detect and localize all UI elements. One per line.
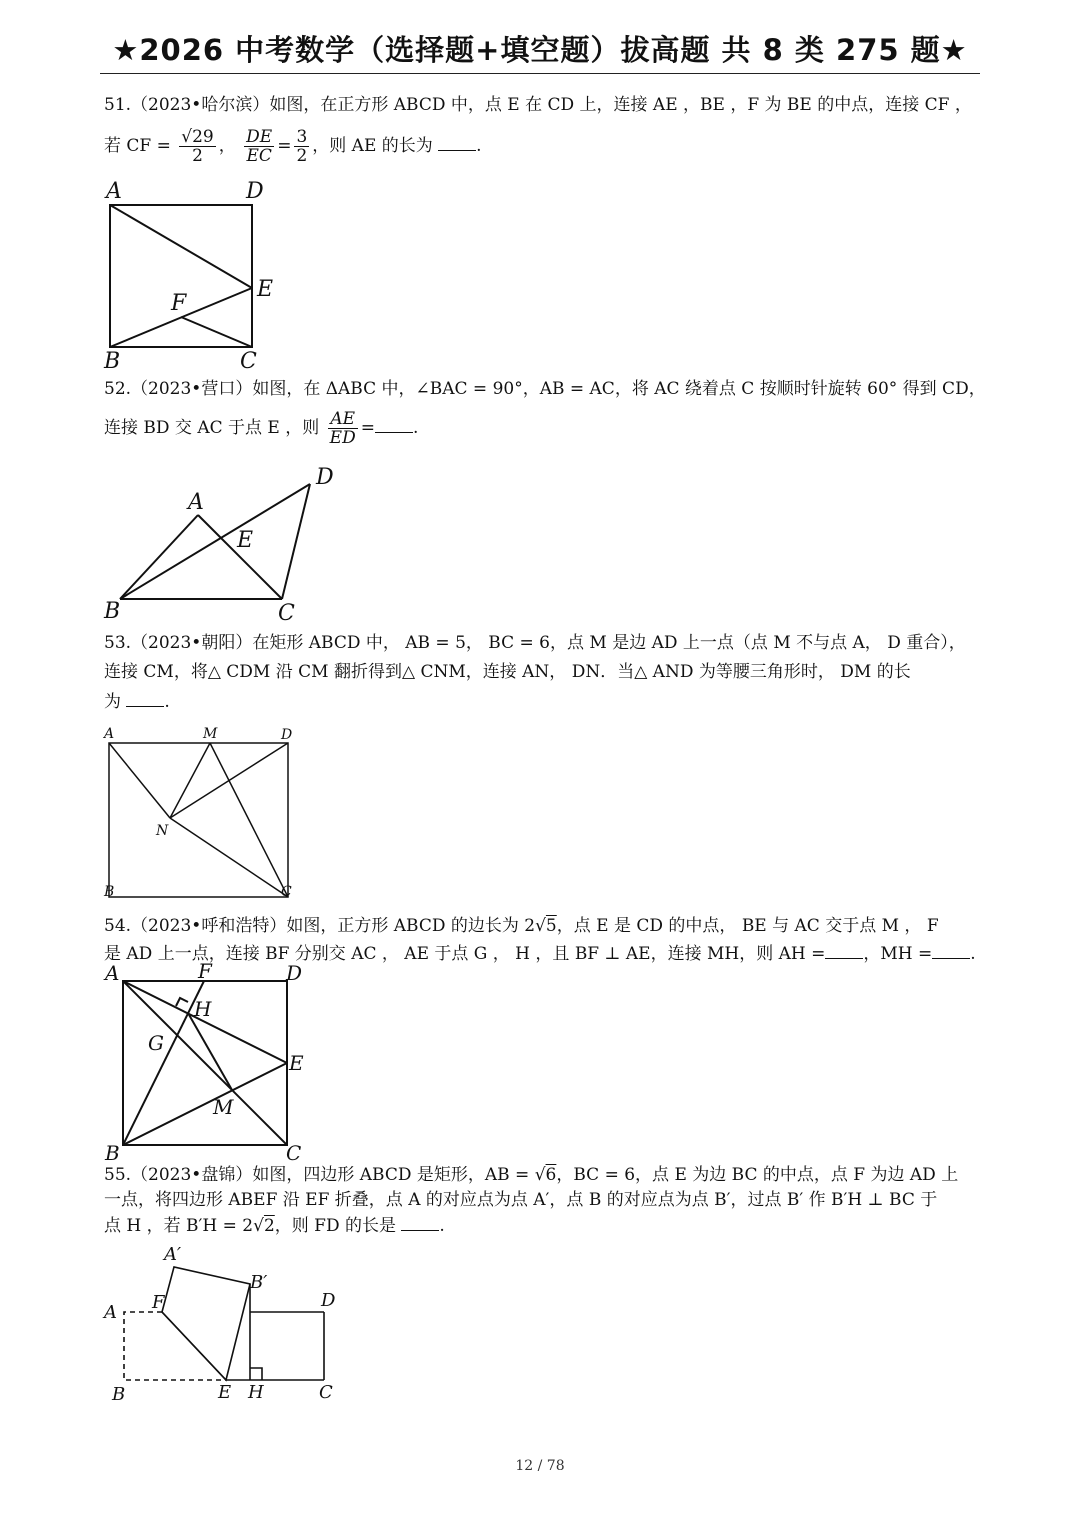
q54-line2a: 是 AD 上一点，连接 BF 分别交 AC ， AE 于点 G ， H ，且 BF ⊥ AE，连接 MH，则 AH = xyxy=(104,944,826,964)
q53-label-b: B xyxy=(104,884,115,900)
q55-line3 xyxy=(104,1214,445,1237)
q55-label-a: A xyxy=(104,1302,117,1323)
q55-radicand-2: 2 xyxy=(263,1216,275,1236)
q55-label-d: D xyxy=(321,1290,336,1311)
q51-end: . xyxy=(476,136,482,156)
q55-radicand-1: 6 xyxy=(545,1165,557,1185)
q53-end: . xyxy=(164,692,170,712)
q54-right-angle-mark xyxy=(176,998,188,1006)
q55-line2: 一点，将四边形 ABEF 沿 EF 折叠，点 A 的对应点为点 A′，点 B 的对应点为点 B′，过点 B′ 作 B′H ⊥ BC 于 xyxy=(104,1190,938,1210)
q53-label-n: N xyxy=(156,823,169,839)
q53-line3-text: 为 xyxy=(104,692,121,712)
q55-radical-symbol-2: √ xyxy=(253,1216,264,1236)
q53-line3 xyxy=(104,690,170,713)
q53-segment-mn xyxy=(170,743,210,818)
q51-label-b: B xyxy=(104,349,121,374)
q55-line3b: ，则 FD 的长是 xyxy=(274,1216,396,1236)
q51-val-den: 2 xyxy=(296,146,308,166)
q52-label-e: E xyxy=(237,528,254,553)
q54-radicand: 5 xyxy=(545,916,557,936)
q54-label-h: H xyxy=(194,997,212,1021)
q54-label-g: G xyxy=(148,1031,164,1055)
page-number: 12 / 78 xyxy=(515,1458,565,1474)
q53-label-m: M xyxy=(203,726,218,742)
q52-label-a: A xyxy=(188,490,204,515)
q54-answer-blank-ah xyxy=(825,942,863,959)
q52-segment-ba xyxy=(120,515,198,599)
q51-post: ，则 AE 的长为 xyxy=(312,136,433,156)
q55-line1b: ，BC = 6，点 E 为边 BC 的中点，点 F 为边 AD 上 xyxy=(556,1165,959,1185)
q52-label-b: B xyxy=(104,599,121,624)
q55-label-b-prime: B′ xyxy=(250,1272,268,1293)
q52-segment-bd xyxy=(120,484,310,599)
q54-line2b: ，MH = xyxy=(863,944,933,964)
q54-line1b: ，点 E 是 CD 的中点， BE 与 AC 交于点 M ， F xyxy=(556,916,939,936)
q51-de-num: DE xyxy=(246,127,273,147)
q54-label-c: C xyxy=(286,1141,302,1165)
q54-line1a: 54.（2023•呼和浩特）如图，正方形 ABCD 的边长为 2 xyxy=(104,916,536,936)
q55-label-h: H xyxy=(248,1382,264,1403)
q54-label-f: F xyxy=(198,959,212,983)
q54-segment-bf xyxy=(123,981,204,1145)
q54-label-a: A xyxy=(105,961,120,985)
q51-de-fraction xyxy=(244,128,274,165)
q54-radical-symbol: √ xyxy=(535,916,546,936)
q55-label-a-prime: A′ xyxy=(164,1244,182,1265)
q53-answer-blank xyxy=(126,690,164,707)
q55-segment-fe xyxy=(162,1312,226,1380)
q55-line3a: 点 H ，若 B′H = 2 xyxy=(104,1216,254,1236)
q51-val-num: 3 xyxy=(296,127,308,147)
q51-cf-den: 2 xyxy=(192,146,203,166)
q52-segment-cd xyxy=(282,484,310,599)
q53-figure xyxy=(100,722,305,904)
q52-f-num: AE xyxy=(328,410,358,429)
q55-label-f: F xyxy=(152,1292,165,1313)
q52-figure xyxy=(100,462,350,627)
q51-cf-fraction xyxy=(179,128,215,165)
q51-eq: = xyxy=(277,136,292,156)
q51-segment-ae xyxy=(110,205,252,288)
q51-line1: 51.（2023•哈尔滨）如图，在正方形 ABCD 中，点 E 在 CD 上，连接 AE ，BE ，F 为 BE 的中点，连接 CF ， xyxy=(104,95,972,115)
q51-label-e: E xyxy=(257,277,274,302)
q52-line1: 52.（2023•营口）如图，在 ΔABC 中，∠BAC = 90°，AB = AC，将 AC 绕着点 C 按顺时针旋转 60° 得到 CD， xyxy=(104,379,986,399)
q52-label-d: D xyxy=(316,465,334,490)
q51-de-den: EC xyxy=(246,146,272,166)
q55-answer-blank xyxy=(401,1214,439,1231)
q54-label-e: E xyxy=(289,1051,304,1075)
q52-pre: 连接 BD 交 AC 于点 E ，则 xyxy=(104,418,320,438)
q52-post: = xyxy=(360,418,375,438)
q54-figure xyxy=(100,960,310,1165)
q52-answer-blank xyxy=(375,416,413,433)
q52-f-den: ED xyxy=(329,428,356,448)
q54-answer-blank-mh xyxy=(932,942,970,959)
q51-answer-blank xyxy=(438,134,476,151)
q53-line2: 连接 CM，将△ CDM 沿 CM 翻折得到△ CNM，连接 AN， DN．当△ AND 为等腰三角形时， DM 的长 xyxy=(104,662,911,682)
q54-label-b: B xyxy=(105,1141,120,1165)
q55-label-e: E xyxy=(218,1382,232,1403)
q53-segment-an xyxy=(109,743,170,818)
q52-end: . xyxy=(412,418,419,438)
q51-cf-num: √29 xyxy=(181,127,214,147)
q54-end: . xyxy=(970,944,976,964)
q51-segment-cf xyxy=(181,317,252,347)
q53-label-a: A xyxy=(104,726,115,742)
q55-line1 xyxy=(104,1164,958,1186)
q51-figure xyxy=(100,178,290,373)
q55-folded-quadrilateral xyxy=(162,1267,250,1380)
q55-figure xyxy=(100,1240,350,1405)
q55-right-angle-mark xyxy=(250,1368,262,1380)
q51-label-a: A xyxy=(106,179,122,204)
q51-line2 xyxy=(104,128,482,165)
q51-label-d: D xyxy=(246,179,264,204)
q52-line2 xyxy=(104,410,418,447)
q55-radical-symbol-1: √ xyxy=(534,1165,546,1185)
q51-label-c: C xyxy=(240,349,257,374)
q53-segment-mc xyxy=(210,743,288,897)
q55-line1a: 55.（2023•盘锦）如图，四边形 ABCD 是矩形，AB = xyxy=(104,1165,535,1185)
q52-fraction xyxy=(328,410,358,447)
q52-label-c: C xyxy=(278,601,295,626)
q51-label-f: F xyxy=(171,291,187,316)
q51-pre: 若 CF = xyxy=(104,136,171,156)
q55-dashed-original xyxy=(124,1312,226,1380)
q55-end: . xyxy=(439,1216,445,1236)
q54-label-d: D xyxy=(286,961,303,985)
q53-label-c: C xyxy=(281,884,292,900)
q55-label-b: B xyxy=(112,1384,126,1405)
q51-val-fraction xyxy=(294,128,309,165)
q54-segment-be xyxy=(123,1063,287,1145)
header-rule xyxy=(100,73,980,74)
q51-comma: ， xyxy=(218,136,236,156)
q53-segment-nc xyxy=(170,818,288,897)
q55-label-c: C xyxy=(319,1382,333,1403)
q53-label-d: D xyxy=(281,727,293,743)
q54-line1 xyxy=(104,915,939,937)
q54-label-m: M xyxy=(213,1095,234,1119)
page-header-title: ★2026 中考数学（选择题+填空题）拔高题 共 8 类 275 题★ xyxy=(112,33,968,67)
q53-line1: 53.（2023•朝阳）在矩形 ABCD 中， AB = 5， BC = 6，点 M 是边 AD 上一点（点 M 不与点 A， D 重合）， xyxy=(104,633,966,653)
